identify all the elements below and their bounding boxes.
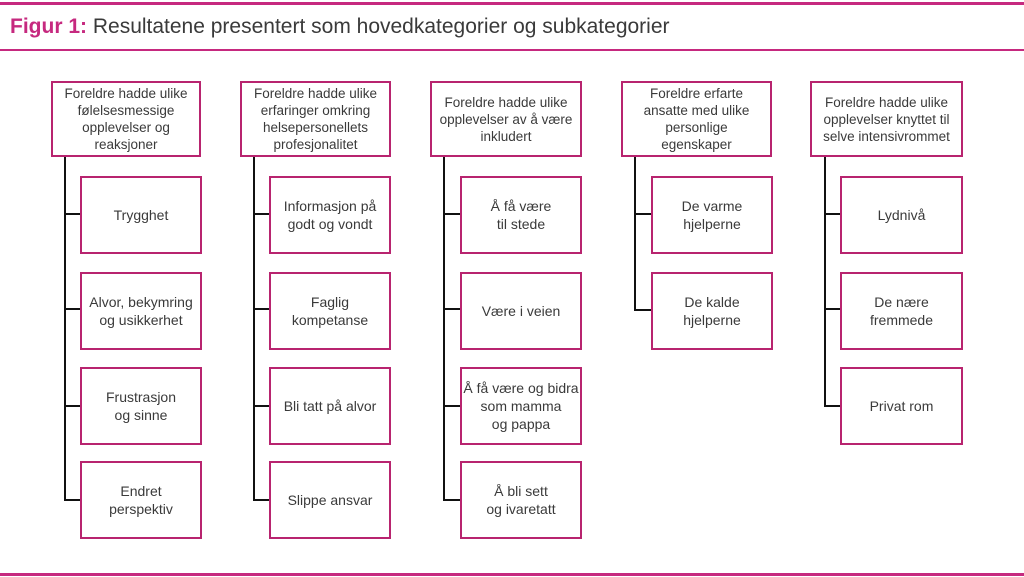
subcategory-box: Endret perspektiv (80, 461, 202, 539)
category-box: Foreldre hadde ulike følelsesmessige opplevelser og reaksjoner (51, 81, 201, 157)
subcategory-box: Å bli sett og ivaretatt (460, 461, 582, 539)
connector-branch (253, 213, 270, 215)
connector-branch (443, 499, 461, 501)
connector-trunk (824, 156, 826, 407)
bottom-rule (0, 573, 1024, 576)
top-rule (0, 2, 1024, 5)
connector-branch (253, 499, 270, 501)
connector-branch (443, 213, 461, 215)
connector-branch (64, 499, 81, 501)
connector-branch (443, 405, 461, 407)
subcategory-box: De nære fremmede (840, 272, 963, 350)
subcategory-box: Å få være og bidra som mamma og pappa (460, 367, 582, 445)
connector-branch (253, 405, 270, 407)
subcategory-box: Frustrasjon og sinne (80, 367, 202, 445)
connector-branch (64, 308, 81, 310)
subcategory-box: Alvor, bekymring og usikkerhet (80, 272, 202, 350)
category-box: Foreldre hadde ulike opplevelser knyttet til selve intensivrommet (810, 81, 963, 157)
subcategory-box: De kalde hjelperne (651, 272, 773, 350)
connector-branch (824, 213, 841, 215)
category-box: Foreldre erfarte ansatte med ulike personlige egenskaper (621, 81, 772, 157)
subcategory-box: Slippe ansvar (269, 461, 391, 539)
connector-trunk (253, 156, 255, 501)
subcategory-box: Faglig kompetanse (269, 272, 391, 350)
subcategory-box: Å få være til stede (460, 176, 582, 254)
subcategory-box: Trygghet (80, 176, 202, 254)
connector-branch (64, 213, 81, 215)
category-box: Foreldre hadde ulike erfaringer omkring helsepersonellets profesjonalitet (240, 81, 391, 157)
title-rule (0, 49, 1024, 51)
figure-title-text: Resultatene presentert som hovedkategorier og subkategorier (92, 15, 670, 38)
figure-label: Figur 1: (10, 15, 87, 38)
connector-branch (443, 308, 461, 310)
connector-branch (824, 405, 841, 407)
connector-branch (634, 309, 652, 311)
subcategory-box: Være i veien (460, 272, 582, 350)
subcategory-box: Informasjon på godt og vondt (269, 176, 391, 254)
figure-title (10, 15, 670, 39)
subcategory-box: Bli tatt på alvor (269, 367, 391, 445)
connector-branch (253, 308, 270, 310)
subcategory-box: Lydnivå (840, 176, 963, 254)
connector-branch (634, 213, 652, 215)
category-box: Foreldre hadde ulike opplevelser av å være inkludert (430, 81, 582, 157)
connector-branch (64, 405, 81, 407)
connector-trunk (443, 156, 445, 501)
subcategory-box: De varme hjelperne (651, 176, 773, 254)
connector-trunk (64, 156, 66, 501)
connector-trunk (634, 156, 636, 311)
subcategory-box: Privat rom (840, 367, 963, 445)
connector-branch (824, 308, 841, 310)
